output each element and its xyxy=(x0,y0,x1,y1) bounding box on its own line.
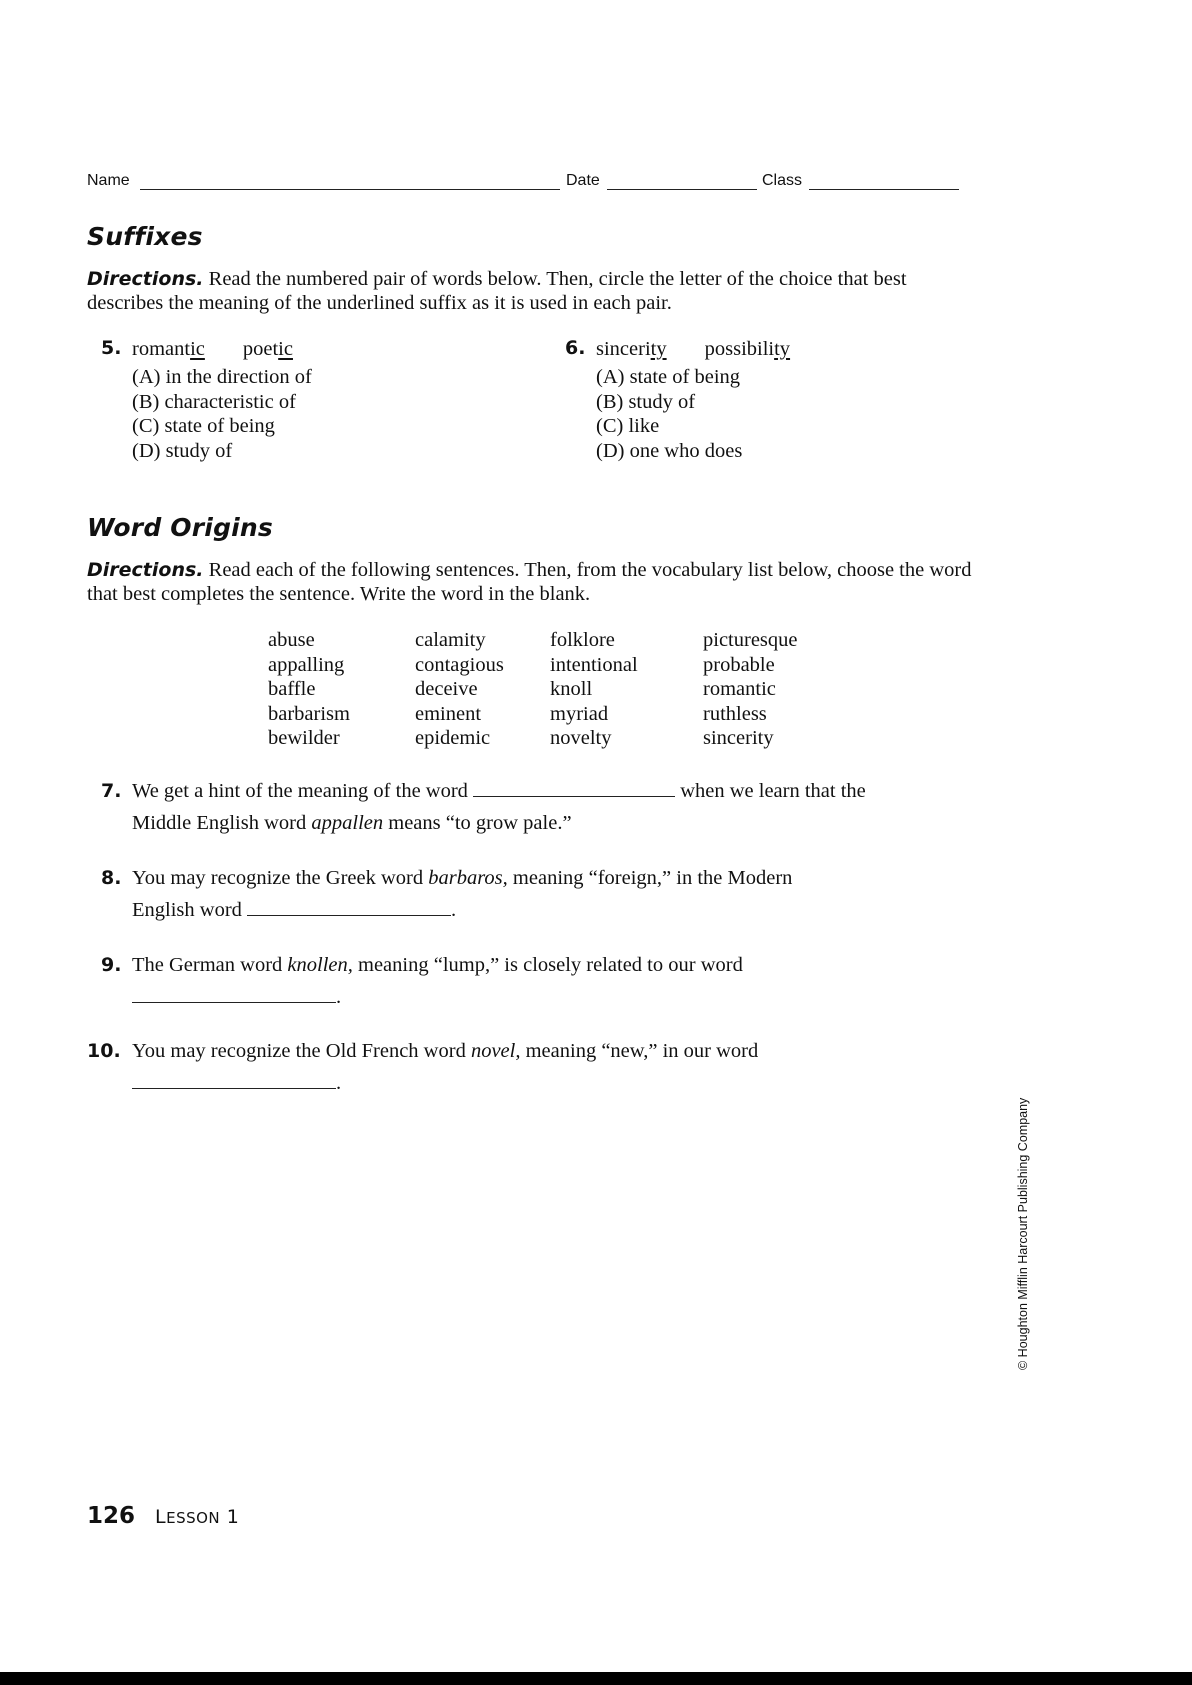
sentence-text: meaning “new,” in our word xyxy=(525,1040,759,1062)
sentence-text: English word xyxy=(132,899,242,921)
answer-choice-c[interactable]: (C) like xyxy=(596,415,660,437)
answer-choice-b[interactable]: (B) characteristic of xyxy=(132,390,296,413)
question-7-sentence xyxy=(132,775,972,839)
name-label: Name xyxy=(87,172,130,189)
answer-choice-d[interactable]: (D) one who does xyxy=(596,439,743,462)
question-6-word-pair xyxy=(596,338,790,361)
vocab-word: folklore xyxy=(550,629,615,651)
directions-text: Read the numbered pair of words below. Then, circle the letter of the choice that best describes the meaning of the underlined suffix as it is used in each pair. xyxy=(87,268,907,314)
vocab-word: abuse xyxy=(268,629,315,651)
sentence-text: . xyxy=(451,899,457,921)
scan-edge-bar xyxy=(0,1672,1192,1685)
vocab-word: picturesque xyxy=(703,629,798,651)
question-10-sentence xyxy=(132,1035,972,1099)
directions-label: Directions. xyxy=(87,268,204,290)
vocab-word: calamity xyxy=(415,629,486,651)
vocab-word: myriad xyxy=(550,702,609,725)
sentence-text: The German word xyxy=(132,954,283,976)
section-title-suffixes: Suffixes xyxy=(87,222,203,251)
vocab-word: deceive xyxy=(415,678,478,700)
sentence-text: means “to grow pale.” xyxy=(388,812,572,834)
question-8-sentence xyxy=(132,862,972,926)
sentence-text: You may recognize the Greek word xyxy=(132,867,424,889)
sentence-text: . xyxy=(336,1072,342,1094)
answer-blank[interactable] xyxy=(132,1070,336,1089)
vocab-word: contagious xyxy=(415,653,504,676)
answer-choice-d[interactable]: (D) study of xyxy=(132,439,233,462)
vocab-word: ruthless xyxy=(703,702,767,725)
vocab-word: epidemic xyxy=(415,727,491,749)
question-number: 5. xyxy=(101,337,122,359)
vocab-word: sincerity xyxy=(703,727,774,749)
foreign-word: knollen, xyxy=(287,954,353,976)
vocab-word: intentional xyxy=(550,653,638,676)
section-title-word-origins: Word Origins xyxy=(87,513,274,542)
foreign-word: barbaros, xyxy=(428,867,508,889)
vocab-column xyxy=(550,628,638,751)
question-number: 9. xyxy=(101,954,122,976)
directions-text: Read each of the following sentences. Then, from the vocabulary list below, choose the word that best completes the sentence. Write the word in the blank. xyxy=(87,559,972,605)
vocab-column xyxy=(415,628,504,751)
word-stem: poet xyxy=(242,338,279,360)
underlined-suffix: ty xyxy=(774,338,791,360)
vocab-column xyxy=(703,628,798,751)
question-number: 10. xyxy=(87,1040,121,1062)
class-label: Class xyxy=(762,172,803,189)
answer-blank[interactable] xyxy=(473,778,675,797)
suffixes-directions xyxy=(87,267,977,315)
underlined-suffix: ic xyxy=(190,338,205,360)
foreign-word: appallen xyxy=(311,812,384,834)
vocab-word: probable xyxy=(703,653,775,676)
sentence-text: meaning “foreign,” in the Modern xyxy=(512,867,793,889)
word-stem: possibili xyxy=(704,338,775,360)
word-stem: sinceri xyxy=(596,338,651,360)
sentence-text: We get a hint of the meaning of the word xyxy=(132,780,468,802)
vocab-word: knoll xyxy=(550,678,593,700)
answer-choice-a[interactable]: (A) in the direction of xyxy=(132,366,312,388)
question-number: 6. xyxy=(565,337,586,359)
sentence-text: meaning “lump,” is closely related to our word xyxy=(358,954,743,976)
vocab-column xyxy=(268,628,350,751)
vocab-word: bewilder xyxy=(268,727,340,749)
sentence-text: You may recognize the Old French word xyxy=(132,1040,466,1062)
directions-label: Directions. xyxy=(87,559,204,581)
answer-blank[interactable] xyxy=(132,984,336,1003)
date-label: Date xyxy=(566,172,600,189)
question-number: 8. xyxy=(101,867,122,889)
question-5-word-pair xyxy=(132,338,293,361)
question-6-choices xyxy=(596,365,742,463)
question-number: 7. xyxy=(101,780,122,802)
vocab-word: eminent xyxy=(415,702,482,725)
word-origins-directions xyxy=(87,558,977,606)
word-stem: romant xyxy=(132,338,191,360)
answer-choice-c[interactable]: (C) state of being xyxy=(132,415,275,437)
sentence-text: . xyxy=(336,986,342,1008)
lesson-label: LESSON 1 xyxy=(155,1506,240,1528)
underlined-suffix: ic xyxy=(278,338,293,360)
answer-choice-a[interactable]: (A) state of being xyxy=(596,366,741,388)
question-5-choices xyxy=(132,365,312,463)
name-field[interactable] xyxy=(140,189,560,190)
underlined-suffix: ty xyxy=(650,338,667,360)
sentence-text: Middle English word xyxy=(132,812,307,834)
page-number: 126 xyxy=(87,1503,136,1529)
copyright-notice: © Houghton Mifflin Harcourt Publishing Company xyxy=(1016,1097,1030,1370)
foreign-word: novel, xyxy=(470,1040,521,1062)
vocab-word: baffle xyxy=(268,678,316,700)
answer-choice-b[interactable]: (B) study of xyxy=(596,390,696,413)
question-9-sentence xyxy=(132,949,972,1013)
class-field[interactable] xyxy=(809,189,959,190)
vocab-word: barbarism xyxy=(268,702,350,725)
answer-blank[interactable] xyxy=(247,897,451,916)
page-footer xyxy=(87,1503,239,1529)
vocab-word: novelty xyxy=(550,727,612,749)
date-field[interactable] xyxy=(607,189,757,190)
sentence-text: when we learn that the xyxy=(680,780,866,802)
vocab-word: romantic xyxy=(703,678,776,700)
vocab-word: appalling xyxy=(268,653,345,676)
